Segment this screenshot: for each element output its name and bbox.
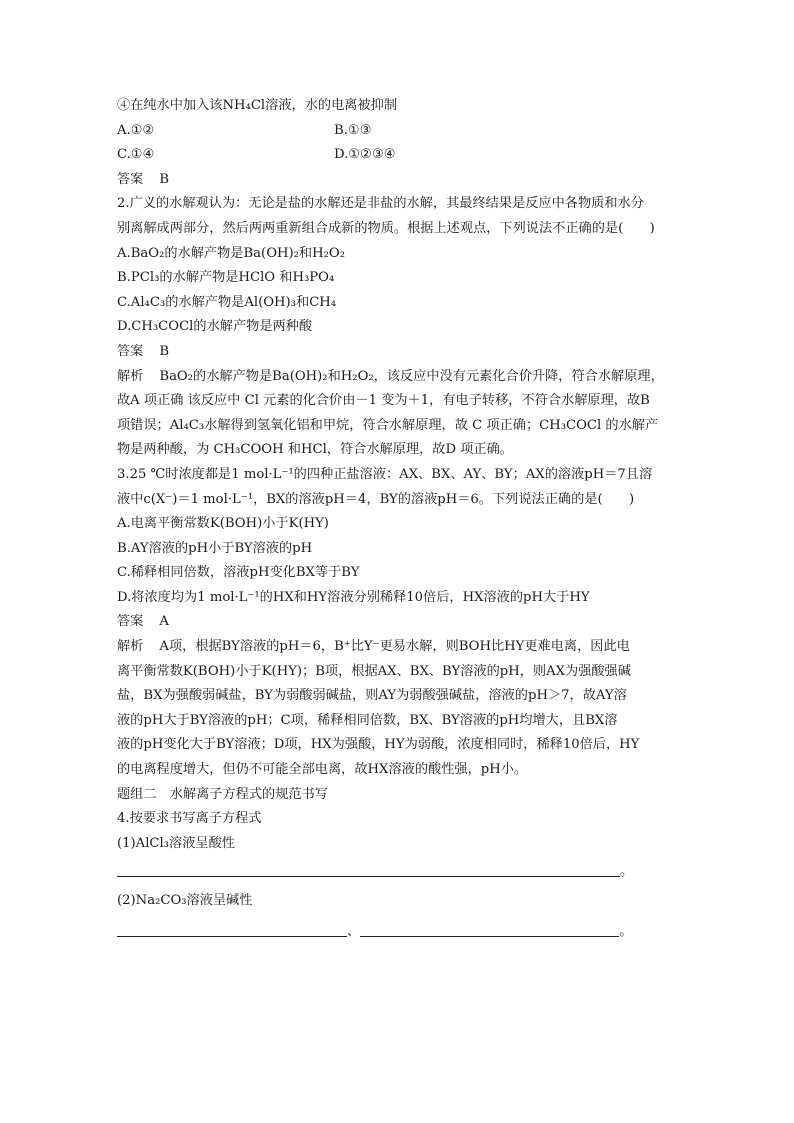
q4-sub2: (2)Na₂CO₃溶液呈碱性 [117, 893, 253, 908]
q3-analysis-line3: 盐，BX为强酸弱碱盐，BY为弱酸弱碱盐，则AY为弱酸强碱盐，溶液的pH＞7，故AY溶 [117, 688, 627, 704]
analysis-text: BaO₂的水解产物是Ba(OH)₂和H₂O₂，该反应中没有元素化合价升降，符合水解原理， [159, 368, 664, 384]
document-page [117, 94, 677, 944]
q3-analysis-line6: 的电离程度增大，但仍不可能全部电离，故HX溶液的酸性强，pH小。 [117, 762, 528, 778]
q3-stem-line2: 液中c(X⁻)＝1 mol·L⁻¹，BX的溶液pH＝4，BY的溶液pH＝6。下列说法正确的是( ) [117, 491, 635, 507]
q1-answer [117, 168, 677, 193]
answer-label: 答案 [117, 614, 144, 630]
q2-answer [117, 340, 677, 365]
q3-answer [117, 610, 677, 635]
q2-option-a: A.BaO₂的水解产物是Ba(OH)₂和H₂O₂ [117, 245, 346, 261]
q3-option-b: B.AY溶液的pH小于BY溶液的pH [117, 540, 313, 556]
q3-option-a: A.电离平衡常数K(BOH)小于K(HY) [117, 516, 329, 532]
q2-option-c: C.Al₄C₃的水解产物是Al(OH)₃和CH₄ [117, 294, 337, 310]
q2-stem-line1: 2.广义的水解观认为：无论是盐的水解还是非盐的水解，其最终结果是反应中各物质和水分 [117, 196, 644, 212]
q1-option-b: B.①③ [334, 122, 372, 138]
q3-analysis-line2: 离平衡常数K(BOH)小于K(HY)；B项，根据AX、BX、BY溶液的pH，则AX为强酸强碱 [117, 663, 631, 679]
answer-label: 答案 [117, 171, 144, 187]
q1-option-a: A.①② [117, 122, 155, 138]
analysis-label: 解析 [117, 368, 144, 384]
q2-option-d: D.CH₃COCl的水解产物是两种酸 [117, 319, 313, 335]
q3-analysis-line4: 液的pH大于BY溶液的pH；C项，稀释相同倍数，BX、BY溶液的pH均增大，且BX溶 [117, 712, 618, 728]
q2-analysis-line3: 项错误；Al₄C₃水解得到氢氧化铝和甲烷，符合水解原理，故 C 项正确；CH₃COCl 的水解产 [117, 417, 659, 433]
answer-blank[interactable] [117, 922, 347, 937]
q4-sub2-answer-line [117, 920, 677, 945]
analysis-label: 解析 [117, 639, 144, 655]
q3-option-d: D.将浓度均为1 mol·L⁻¹的HX和HY溶液分别稀释10倍后，HX溶液的pH大于HY [117, 589, 590, 605]
analysis-text: A项，根据BY溶液的pH＝6，B⁺比Y⁻更易水解，则BOH比HY更难电离，因此电 [159, 639, 630, 655]
group2-title: 题组二 水解离子方程式的规范书写 [117, 786, 328, 802]
q1-option-c: C.①④ [117, 147, 155, 163]
q1-options-row2 [117, 143, 677, 168]
answer-value: A [159, 614, 169, 630]
q4-sub1-answer-line [117, 860, 677, 885]
q2-analysis-line1 [117, 365, 677, 390]
q3-option-c: C.稀释相同倍数，溶液pH变化BX等于BY [117, 565, 360, 581]
separator-mark: 、 [347, 923, 361, 939]
q4-stem: 4.按要求书写离子方程式 [117, 811, 262, 827]
answer-label: 答案 [117, 343, 144, 359]
end-mark: 。 [620, 864, 634, 880]
q2-option-b: B.PCl₃的水解产物是HClO 和H₃PO₄ [117, 270, 335, 286]
answer-blank[interactable] [117, 862, 620, 877]
q4-sub1: (1)AlCl₃溶液呈酸性 [117, 835, 235, 851]
answer-value: B [159, 343, 170, 359]
q1-item4: ④在纯水中加入该NH₄Cl溶液，水的电离被抑制 [117, 98, 398, 113]
q3-stem-line1: 3.25 ℃时浓度都是1 mol·L⁻¹的四种正盐溶液：AX、BX、AY、BY；AX的溶液pH＝7且溶 [117, 466, 653, 482]
answer-blank[interactable] [360, 922, 619, 937]
q2-analysis-line2: 故A 项正确 该反应中 Cl 元素的化合价由－1 变为＋1，有电子转移，不符合水解原理，故B [117, 393, 650, 409]
q2-stem-line2: 别离解成两部分，然后两两重新组合成新的物质。根据上述观点，下列说法不正确的是( ) [117, 220, 655, 236]
q1-option-d: D.①②③④ [334, 147, 396, 163]
end-mark: 。 [619, 923, 633, 939]
q2-analysis-line4: 物是两种酸，为 CH₃COOH 和HCl，符合水解原理，故D 项正确。 [117, 442, 513, 458]
answer-value: B [159, 171, 170, 187]
q1-options-row1 [117, 119, 677, 144]
q3-analysis-line5: 液的pH变化大于BY溶液；D项，HX为强酸，HY为弱酸，浓度相同时，稀释10倍后，HY [117, 737, 640, 753]
q3-analysis-line1 [117, 635, 677, 660]
